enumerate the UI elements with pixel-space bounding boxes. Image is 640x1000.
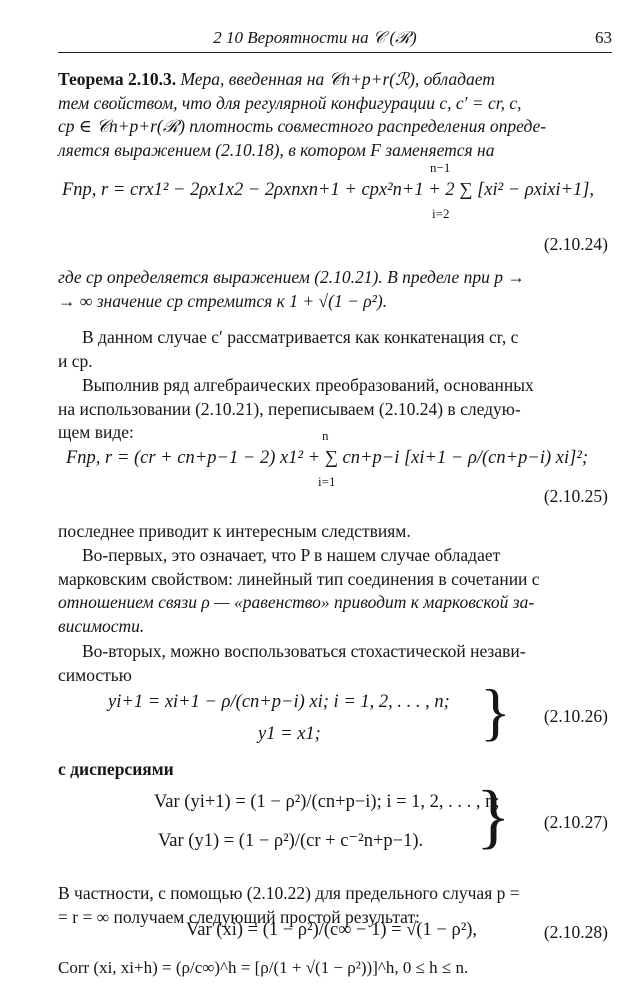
header-rule [58,52,612,53]
equation-2-10-27-line-2: Var (y1) = (1 − ρ²)/(cr + c⁻²n+p−1). [158,831,424,851]
running-header [58,24,612,52]
equation-2-10-28-line-1: Var (xi) = (1 − ρ²)/(c∞ − 1) = √(1 − ρ²), [186,920,478,940]
paragraph-second: Во-вторых, можно воспользоваться стохастической незави- симостью [58,641,526,685]
theorem-label: Теорема 2.10.3. [58,69,177,89]
sum-upper-limit-24: n−1 [430,160,451,175]
theorem-line-1: Теорема 2.10.3. Мера, введенная на 𝒞n+p+r(ℛ), обладает [58,69,495,89]
theorem-line-2: тем свойством, что для регулярной конфигурации c, c′ = cr, c, [58,92,522,113]
sum-lower-limit-24: i=2 [432,206,450,221]
paragraph-first: Во-первых, это означает, что P в нашем случае обладает марковским свойством: линейный тип соединения в сочетании с отношением связи ρ — «равенство» приводит к марковской за- висимости. [58,545,540,636]
page-number: 63 [595,28,612,47]
brace-2-10-27: } [476,776,511,856]
after-24-text: где cp определяется выражением (2.10.21). В пределе при p → → ∞ значение cp стремится к 1 + √(1 − ρ²). [58,267,525,311]
equation-2-10-26-line-1: yi+1 = xi+1 − ρ/(cn+p−i) xi; i = 1, 2, . . . , n; [108,692,450,712]
equation-number-28: (2.10.28) [543,922,608,942]
equation-number-26: (2.10.26) [543,706,608,726]
theorem-line-4: ляется выражением (2.10.18), в котором F заменяется на [58,139,495,160]
sum-lower-limit-25: i=1 [318,474,336,489]
brace-2-10-26: } [480,676,511,747]
theorem-block [58,68,612,162]
paragraph-consequences: последнее приводит к интересным следствиям. [58,521,411,541]
equation-number-25: (2.10.25) [543,486,608,506]
with-dispersions-label: с дисперсиями [58,759,174,779]
equation-2-10-28-line-2: Corr (xi, xi+h) = (ρ/c∞)^h = [ρ/(1 + √(1 − ρ²))]^h, 0 ≤ h ≤ n. [58,958,469,977]
equation-2-10-27-line-1: Var (yi+1) = (1 − ρ²)/(cn+p−i); i = 1, 2, . . . , n; [154,792,500,812]
running-title: 2 10 Вероятности на 𝒞 (ℛ) [213,28,417,47]
paragraph-particular: В частности, с помощью (2.10.22) для предельного случая p = = r = ∞ получаем следующий простой результат: [58,883,520,927]
equation-2-10-26-line-2: y1 = x1; [258,724,321,744]
equation-2-10-25: Fnp, r = (cr + cn+p−1 − 2) x1² + ∑ cn+p−i [xi+1 − ρ/(cn+p−i) xi]²; [66,448,589,468]
equation-number-24: (2.10.24) [543,234,608,254]
paragraph-algebra: Выполнив ряд алгебраических преобразований, основанных на использовании (2.10.21), переписываем (2.10.24) в следую- щем виде: [58,375,534,442]
sum-upper-limit-25: n [322,428,329,443]
paragraph-concatenation: В данном случае c′ рассматривается как конкатенация cr, c и cp. [58,327,519,371]
equation-2-10-24: Fnp, r = crx1² − 2ρx1x2 − 2ρxnxn+1 + cpx²n+1 + 2 ∑ [xi² − ρxixi+1], [62,180,595,200]
equation-number-27: (2.10.27) [543,812,608,832]
theorem-line-3: cp ∈ 𝒞n+p+r(ℛ) плотность совместного распределения опреде- [58,116,547,136]
